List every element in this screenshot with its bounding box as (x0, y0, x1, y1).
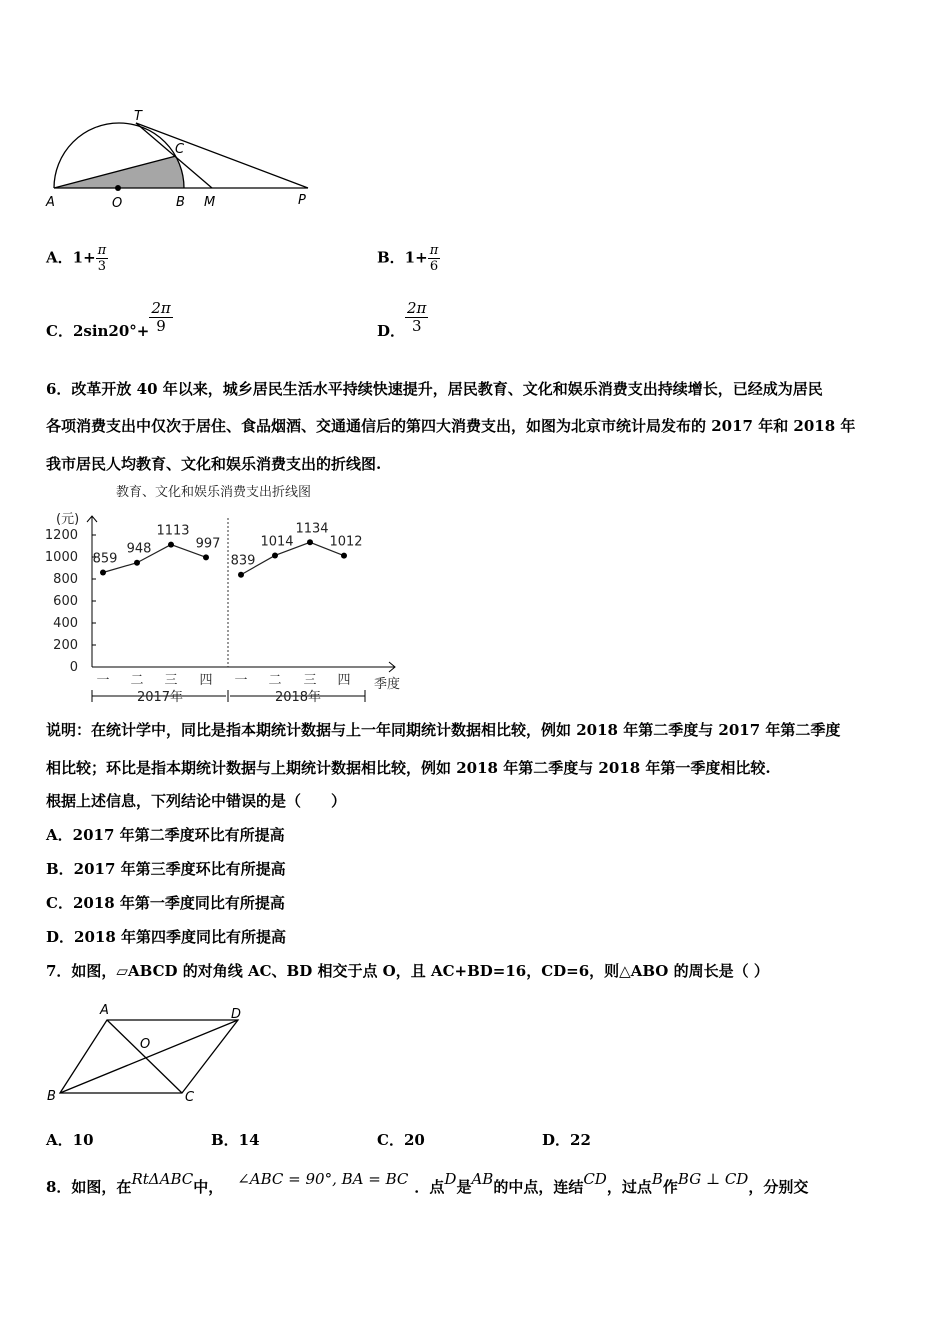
q5-option-c-label: C．2sin20°+ (46, 321, 150, 340)
data-label: 1014 (260, 534, 294, 550)
year-group-label: 2018年 (274, 690, 322, 705)
y-tick-label: 800 (53, 572, 78, 587)
y-axis-unit: (元) (56, 512, 80, 527)
q8-stem (46, 1170, 809, 1197)
q7-option-a[interactable]: A．10 (46, 1131, 94, 1149)
q5-option-a-frac: $\frac{\pi}{3}$ (97, 243, 107, 274)
q8-text-7: 作 (662, 1178, 678, 1196)
q8-text-8: ，分别交 (748, 1178, 809, 1196)
label-o: O (140, 1037, 151, 1052)
chart-title: 教育、文化和娱乐消费支出折线图 (116, 485, 312, 500)
parallelogram-figure (40, 998, 260, 1108)
diagonal-bd (60, 1020, 238, 1093)
q5-option-c-frac: $\frac{2\pi}{9}$ (151, 299, 171, 335)
q6-note-line-1: 说明：在统计学中，同比是指本期统计数据与上一年同期统计数据相比较，例如 2018 年第二季度与 2017 年第二季度 (46, 721, 841, 739)
q6-option-d[interactable]: D．2018 年第四季度同比有所提高 (46, 928, 286, 946)
q8-math-angle: ∠ABC = 90°, BA = BC (237, 1170, 409, 1188)
data-point (307, 539, 313, 545)
label-a: A (100, 1003, 109, 1018)
q8-text-2: 中， (193, 1178, 224, 1196)
label-m: M (204, 195, 216, 210)
spending-line-chart (40, 478, 420, 713)
data-label: 839 (230, 553, 256, 569)
q8-text-3: ．点 (414, 1178, 445, 1196)
q8-text-1: 8．如图，在 (46, 1178, 132, 1196)
label-p: P (298, 193, 306, 208)
q5-option-d-frac: $\frac{2\pi}{3}$ (407, 299, 427, 335)
data-point (203, 554, 209, 560)
label-b: B (47, 1089, 56, 1104)
semicircle-tangent-figure (40, 100, 330, 215)
label-c: C (175, 142, 185, 157)
data-label: 1113 (156, 523, 190, 539)
y-tick-label: 400 (53, 616, 78, 631)
q8-math-triangle: RtΔABC (131, 1170, 194, 1188)
data-point (168, 542, 174, 548)
x-tick-label: 四 (337, 673, 351, 688)
label-a: A (46, 195, 55, 210)
q5-option-d[interactable] (377, 299, 428, 340)
y-tick-label: 1200 (44, 528, 78, 543)
label-o: O (112, 196, 123, 211)
q6-option-c[interactable]: C．2018 年第一季度同比有所提高 (46, 894, 285, 912)
q8-math-perp: BG ⊥ CD (677, 1170, 749, 1188)
q5-option-a-label: A．1+ (46, 248, 96, 267)
q6-stem-line-1: 6．改革开放 40 年以来，城乡居民生活水平持续快速提升，居民教育、文化和娱乐消费支出持续增长，已经成为居民 (46, 380, 823, 398)
diagonal-ac (107, 1020, 182, 1093)
data-label: 948 (126, 541, 152, 557)
data-label: 859 (92, 551, 118, 567)
data-label: 997 (195, 536, 221, 552)
q6-stem-line-3: 我市居民人均教育、文化和娱乐消费支出的折线图. (46, 455, 382, 473)
q5-option-b[interactable] (377, 243, 440, 274)
q7-stem: 7．如图，▱ABCD 的对角线 AC、BD 相交于点 O，且 AC+BD=16，CD=6，则△ABO 的周长是（ ） (46, 962, 769, 980)
x-tick-label: 四 (199, 673, 213, 688)
q5-option-c[interactable] (46, 299, 173, 340)
x-tick-label: 三 (164, 673, 178, 688)
q8-math-b: B (651, 1170, 663, 1188)
q8-math-ab: AB (471, 1170, 494, 1188)
q5-option-b-label: B．1+ (377, 248, 428, 267)
q5-option-a[interactable] (46, 243, 108, 274)
q7-option-b[interactable]: B．14 (211, 1131, 260, 1149)
q5-option-d-label: D． (377, 321, 406, 340)
label-c: C (185, 1090, 195, 1105)
data-label: 1134 (295, 521, 329, 537)
label-b: B (176, 195, 185, 210)
q6-option-b[interactable]: B．2017 年第三季度环比有所提高 (46, 860, 286, 878)
data-label: 1012 (329, 534, 363, 550)
q5-option-b-frac: $\frac{\pi}{6}$ (429, 243, 439, 274)
label-t: T (134, 109, 142, 124)
y-tick-label: 600 (53, 594, 78, 609)
x-tick-label: 二 (130, 673, 144, 688)
data-point (238, 572, 244, 578)
q6-stem-line-2: 各项消费支出中仅次于居住、食品烟酒、交通通信后的第四大消费支出，如图为北京市统计局发布的 2017 年和 2018 年 (46, 417, 856, 435)
x-axis-label: 季度 (374, 677, 401, 692)
series-line (103, 545, 206, 573)
y-tick-label: 0 (69, 660, 78, 675)
x-tick-label: 一 (234, 673, 248, 688)
label-d: D (231, 1007, 242, 1022)
y-tick-label: 1000 (44, 550, 78, 565)
q7-option-c[interactable]: C．20 (377, 1131, 425, 1149)
q6-question: 根据上述信息，下列结论中错误的是（ ） (46, 792, 347, 810)
data-point (341, 553, 347, 559)
q8-math-d: D (444, 1170, 457, 1188)
data-point (100, 570, 106, 576)
q8-text-6: ，过点 (606, 1178, 652, 1196)
x-tick-label: 二 (268, 673, 282, 688)
q8-math-cd: CD (583, 1170, 607, 1188)
q6-note-line-2: 相比较；环比是指本期统计数据与上期统计数据相比较，例如 2018 年第二季度与 2018 年第一季度相比较. (46, 759, 771, 777)
q7-option-d[interactable]: D．22 (542, 1131, 591, 1149)
q6-option-a[interactable]: A．2017 年第二季度环比有所提高 (46, 826, 285, 844)
x-tick-label: 一 (96, 673, 110, 688)
data-point (134, 560, 140, 566)
center-point-o (115, 185, 121, 191)
q8-text-5: 的中点，连结 (493, 1178, 584, 1196)
year-group-label: 2017年 (136, 690, 184, 705)
y-tick-label: 200 (53, 638, 78, 653)
x-tick-label: 三 (303, 673, 317, 688)
q8-text-4: 是 (456, 1178, 472, 1196)
data-point (272, 552, 278, 558)
